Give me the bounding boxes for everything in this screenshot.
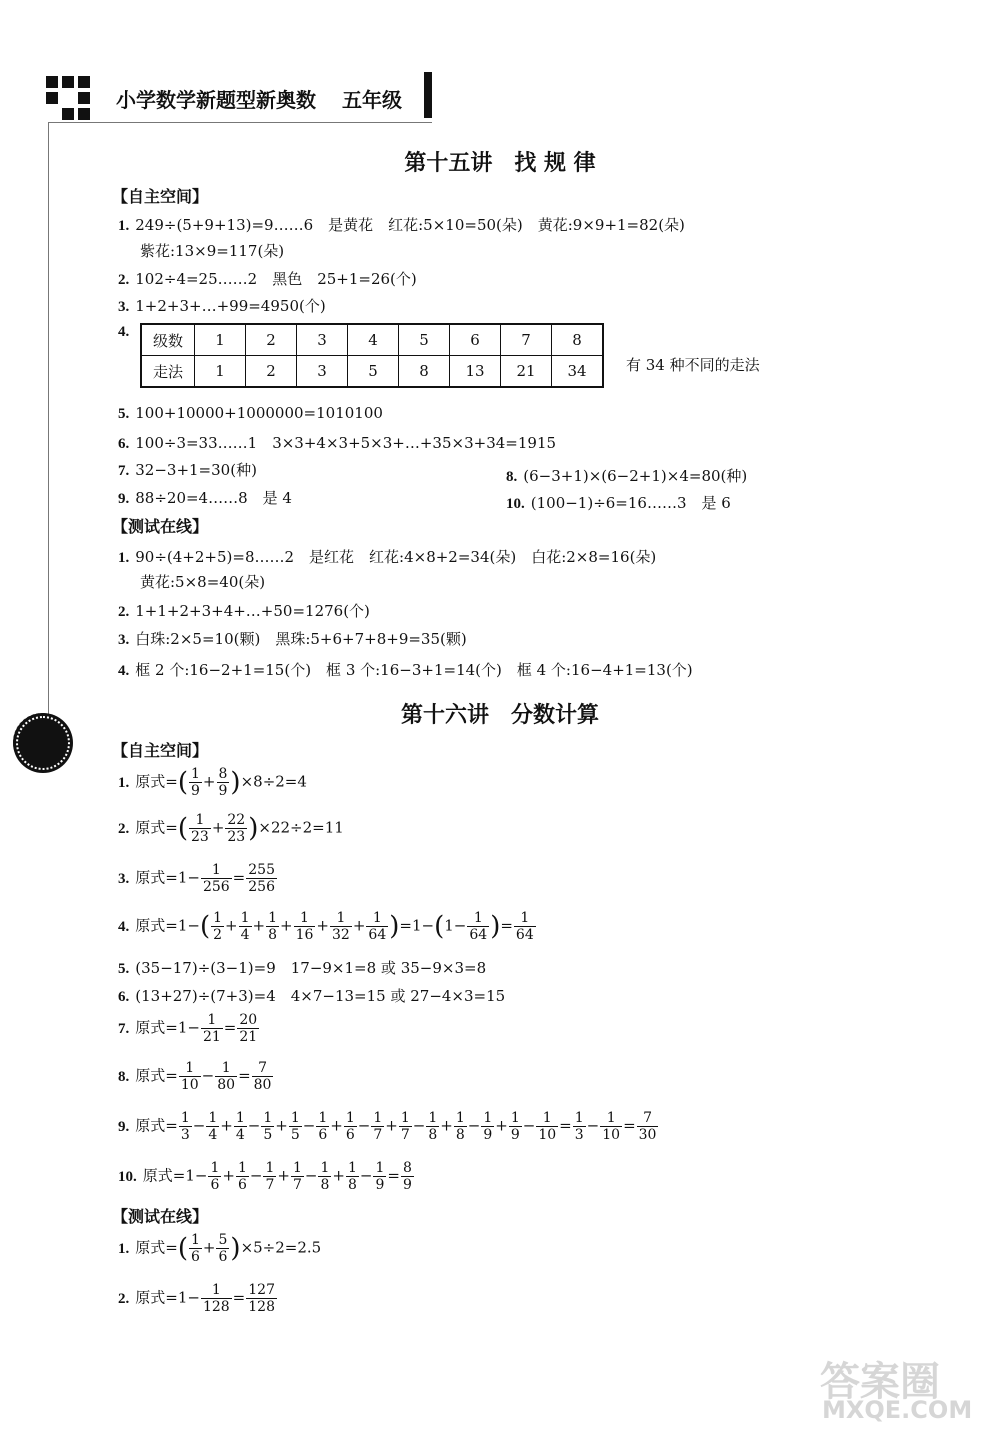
section-test-online: 【测试在线】 (112, 1207, 209, 1226)
answer-b3: 3. 白珠:2×5=10(颗) 黑珠:5+6+7+8+9=35(颗) (118, 630, 467, 648)
answer-b1-cont: 黄花:5×8=40(朵) (140, 573, 266, 591)
table-cell: 2 (246, 324, 297, 356)
answer-f3: 3. 原式=1− $\frac{1}{256}$ = $\frac{255}{256}$ (118, 862, 275, 895)
lecture-15-title: 第十五讲 找 规 律 (404, 151, 596, 176)
answer-a2: 2. 102÷4=25……2 黑色 25+1=26(个) (118, 270, 417, 288)
table-cell: 2 (246, 356, 297, 388)
answer-a8: 8. (6−3+1)×(6−2+1)×4=80(种) (506, 467, 748, 485)
table-cell: 4 (348, 324, 399, 356)
table-cell: 3 (297, 356, 348, 388)
answer-f6: 6. (13+27)÷(7+3)=4 4×7−13=15 或 27−4×3=15 (118, 987, 506, 1005)
grade-label: 五年级 (342, 88, 402, 112)
table-cell: 5 (399, 324, 450, 356)
header-rule (48, 122, 432, 123)
answer-g1: 1. 原式=( $\frac{1}{6}$ + $\frac{5}{6}$ )×5÷2=2.5 (118, 1232, 322, 1265)
answer-a4-note: 有 34 种不同的走法 (626, 356, 760, 374)
header-bar (424, 72, 432, 118)
header-square (46, 76, 58, 88)
header-square (78, 108, 90, 120)
table-cell: 3 (297, 324, 348, 356)
answer-f5: 5. (35−17)÷(3−1)=9 17−9×1=8 或 35−9×3=8 (118, 959, 487, 977)
lecture-16-title: 第十六讲 分数计算 (400, 703, 599, 728)
table-cell: 1 (195, 356, 246, 388)
table-cell: 5 (348, 356, 399, 388)
header-square (62, 108, 74, 120)
answer-b4: 4. 框 2 个:16−2+1=15(个) 框 3 个:16−3+1=14(个) 框 4 个:16−4+1=13(个) (118, 661, 693, 679)
answer-f7: 7. 原式=1− $\frac{1}{21}$ = $\frac{20}{21}$ (118, 1012, 258, 1045)
answer-b1: 1. 90÷(4+2+5)=8……2 是红花 红花:4×8+2=34(朵) 白花:2×8=16(朵) (118, 548, 657, 566)
margin-rule (48, 122, 49, 722)
header-square (46, 92, 58, 104)
answer-a9: 9. 88÷20=4……8 是 4 (118, 489, 292, 507)
answer-f9: 9. 原式= $\frac{1}{3}$ − $\frac{1}{4}$ + $\frac{1}{4}$ − $\frac{1}{5}$ + $\frac{1}{5}$ − $\frac{1}{6}$ + $\frac{1}{6}$ − $\frac{1}{7}$ + $\frac{1}{7}$ − $\frac{1}{8}$ + $\frac{1}{8}$ − $\frac{1}{9}$ + $\frac{1}{9}$ − $\frac{1}{10}$ = $\frac{1}{3}$ − $\frac{1}{10}$ = $\frac{7}{30}$ (118, 1110, 657, 1143)
answer-a1: 1. 249÷(5+9+13)=9……6 是黄花 红花:5×10=50(朵) 黄花:9×9+1=82(朵) (118, 216, 685, 234)
table-cell: 34 (552, 356, 604, 388)
table-cell: 6 (450, 324, 501, 356)
table-head: 走法 (141, 356, 195, 388)
answer-b2: 2. 1+1+2+3+4+…+50=1276(个) (118, 602, 370, 620)
answer-f2: 2. 原式=( $\frac{1}{23}$ + $\frac{22}{23}$ )×22÷2=11 (118, 812, 344, 845)
table-head: 级数 (141, 324, 195, 356)
answer-a4-num: 4. (118, 324, 130, 340)
section-self-study: 【自主空间】 (112, 741, 209, 760)
table-cell: 8 (552, 324, 604, 356)
table-cell: 21 (501, 356, 552, 388)
answer-f4: 4. 原式=1−( $\frac{1}{2}$ + $\frac{1}{4}$ + $\frac{1}{8}$ + $\frac{1}{16}$ + $\frac{1}{32}$ + $\frac{1}{64}$ )=1−(1− $\frac{1}{64}$ )= $\frac{1}{64}$ (118, 910, 534, 943)
steps-table (140, 323, 604, 388)
answer-g2: 2. 原式=1− $\frac{1}{128}$ = $\frac{127}{128}$ (118, 1282, 275, 1315)
table-row (141, 356, 603, 388)
header-square (78, 92, 90, 104)
section-test-online: 【测试在线】 (112, 517, 209, 536)
header-square (78, 76, 90, 88)
answer-a10: 10. (100−1)÷6=16……3 是 6 (506, 494, 731, 512)
table-cell: 1 (195, 324, 246, 356)
answer-f10: 10. 原式=1− $\frac{1}{6}$ + $\frac{1}{6}$ − $\frac{1}{7}$ + $\frac{1}{7}$ − $\frac{1}{8}$ + $\frac{1}{8}$ − $\frac{1}{9}$ = $\frac{8}{9}$ (118, 1160, 412, 1193)
book-title: 小学数学新题型新奥数 五年级 (116, 88, 402, 112)
answer-a5: 5. 100+10000+1000000=1010100 (118, 404, 383, 422)
table-cell: 13 (450, 356, 501, 388)
answer-a6: 6. 100÷3=33……1 3×3+4×3+5×3+…+35×3+34=1915 (118, 434, 557, 452)
watermark-logo: 答案圈 (820, 1359, 940, 1405)
header-square (62, 76, 74, 88)
table-cell: 7 (501, 324, 552, 356)
answer-a1-cont: 紫花:13×9=117(朵) (140, 242, 285, 260)
table-cell: 8 (399, 356, 450, 388)
watermark-url: MXQE.COM (822, 1396, 973, 1424)
answer-f8: 8. 原式= $\frac{1}{10}$ − $\frac{1}{80}$ = $\frac{7}{80}$ (118, 1060, 272, 1093)
section-self-study: 【自主空间】 (112, 187, 209, 206)
answer-a3: 3. 1+2+3+…+99=4950(个) (118, 297, 326, 315)
table-row (141, 324, 603, 356)
answer-a7: 7. 32−3+1=30(种) (118, 461, 257, 479)
answer-f1: 1. 原式=( $\frac{1}{9}$ + $\frac{8}{9}$ )×8÷2=4 (118, 766, 307, 799)
